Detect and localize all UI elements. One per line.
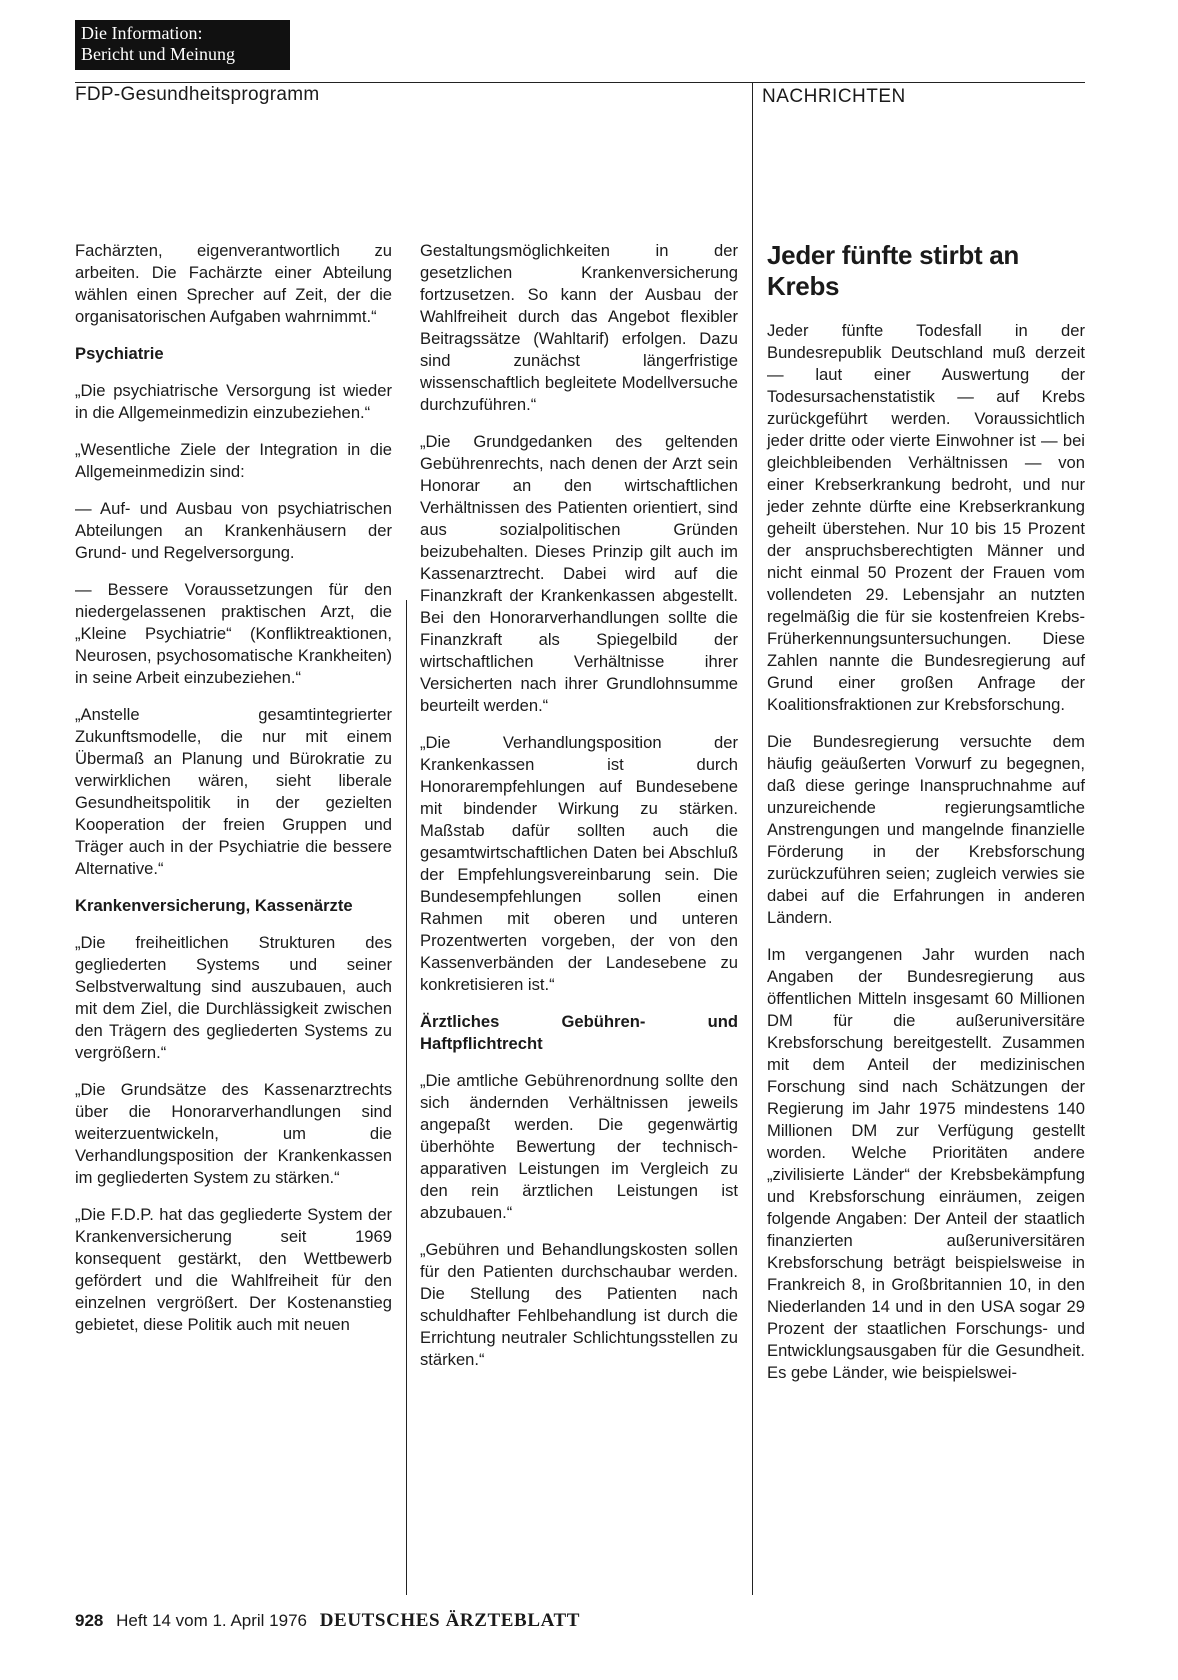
article-paragraph: „Die psychiatrische Versorgung ist wieder in die Allgemeinmedizin einzubeziehen.“ [75, 381, 392, 422]
article-paragraph: „Wesentliche Ziele der Integration in die Allgemeinmedizin sind: [75, 440, 392, 481]
news-headline: Jeder fünfte stirbt an Krebs [767, 240, 1019, 301]
news-paragraph: Im vergangenen Jahr wurden nach Angaben der Bundesregierung aus öffentlichen Mitteln insgesamt 60 Millionen DM für die außeruniversitäre Krebsforschung bereitgestellt. Zusammen mit dem Anteil der medizinischen Forschung sind nach Schätzungen der Regierung im Jahr 1975 mindestens 140 Millionen DM zur Verfügung gestellt worden. Welche Prioritäten andere „zivilisierte Länder“ der Krebsbekämpfung und Krebsforschung einräumen, zeigen folgende Angaben: Der Anteil der staatlich finanzierten außeruniversitären Krebsforschung beträgt beispielsweise in Frankreich 8, in Großbritannien 10, in den Niederlanden 14 und in den USA sogar 29 Prozent der staatlichen Forschungs- und Entwicklungsausgaben für die Gesundheit. Es gebe Länder, wie beispielswei- [767, 945, 1085, 1382]
article-paragraph: „Gebühren und Behandlungskosten sollen für den Patienten durchschaubar werden. Die Stellung des Patienten nach schuldhafter Fehlbehandlung ist durch die Errichtung neutraler Schlichtungsstellen zu stärken.“ [420, 1240, 738, 1369]
article-paragraph: Gestaltungsmöglichkeiten in der gesetzlichen Krankenversicherung fortzusetzen. So kann der Ausbau der Wahlfreiheit durch das Angebot flexibler Beitragssätze (Wahltarif) erfolgen. Dazu sind zunächst längerfristige wissenschaftlich begleitete Modellversuche durchzuführen.“ [420, 241, 738, 414]
badge-line-1: Die Information: [81, 23, 203, 43]
column-divider-1 [406, 600, 407, 1595]
article-paragraph: „Die Verhandlungsposition der Krankenkassen ist durch Honorarempfehlungen auf Bundesebene mit bindender Wirkung zu stärken. Maßstab dafür sollten auch die gesamtwirtschaftlichen Daten bei Abschluß der Empfehlungsvereinbarung sein. Die Bundesempfehlungen sollen einen Rahmen mit oberen und unteren Prozentwerten vorgeben, der von den Kassenverbänden der Landesebene zu konkretisieren ist.“ [420, 733, 738, 994]
section-badge [75, 20, 290, 70]
badge-line-2: Bericht und Meinung [81, 44, 235, 64]
header-rule [75, 82, 1085, 83]
news-paragraph: Die Bundesregierung versuchte dem häufig geäußerten Vorwurf zu begegnen, daß diese geringe Inanspruchnahme auf unzureichende regierungsamtliche Anstrengungen und mangelnde finanzielle Förderung in der Krebsforschung zurückzuführen seien; zugleich verwies sie dabei auf die Erfahrungen in anderen Ländern. [767, 732, 1085, 927]
page-footer [75, 1610, 580, 1632]
column-divider-2 [752, 82, 753, 1595]
article-column-1 [75, 240, 392, 1351]
article-paragraph: „Die F.D.P. hat das gegliederte System der Krankenversicherung seit 1969 konsequent gestärkt, den Wettbewerb gefördert und die Wahlfreiheit für den einzelnen vergrößert. Der Kostenanstieg gebietet, diese Politik auch mit neuen [75, 1205, 392, 1334]
article-column-2 [420, 240, 738, 1386]
article-paragraph: Fachärzten, eigenverantwortlich zu arbeiten. Die Fachärzte einer Abteilung wählen einen Sprecher auf Zeit, der die organisatorischen Aufgaben wahrnimmt.“ [75, 241, 392, 326]
article-paragraph: — Bessere Voraussetzungen für den niedergelassenen praktischen Arzt, die „Kleine Psychiatrie“ (Konfliktreaktionen, Neurosen, psychosomatische Krankheiten) in seine Arbeit einzubeziehen.“ [75, 580, 392, 687]
article-paragraph: „Anstelle gesamtintegrierter Zukunftsmodelle, die nur mit einem Übermaß an Planung und Bürokratie zu verwirklichen wären, sieht liberale Gesundheitspolitik in der gezielten Kooperation der freien Gruppen und Träger auch in der Psychiatrie die bessere Alternative.“ [75, 705, 392, 878]
article-paragraph: „Die freiheitlichen Strukturen des gegliederten Systems und seiner Selbstverwaltung sind auszubauen, auch mit dem Ziel, die Durchlässigkeit zwischen den Trägern des gegliederten Systems zu vergrößern.“ [75, 933, 392, 1062]
section-heading: Psychiatrie [75, 344, 164, 363]
masthead: DEUTSCHES ÄRZTEBLATT [319, 1610, 581, 1631]
section-label: NACHRICHTEN [762, 86, 906, 107]
section-heading: Ärztliches Gebühren- und Haftpflichtrecht [420, 1012, 738, 1053]
article-paragraph: „Die amtliche Gebührenordnung sollte den sich ändernden Verhältnissen jeweils angepaßt werden. Die gegenwärtig überhöhte Bewertung der technisch-apparativen Leistungen im Vergleich zu den rein ärztlichen Leistungen ist abzubauen.“ [420, 1071, 738, 1222]
page-number: 928 [75, 1611, 104, 1630]
issue-info: Heft 14 vom 1. April 1976 [116, 1611, 307, 1630]
article-paragraph: „Die Grundsätze des Kassenarztrechts über die Honorarverhandlungen sind weiterzuentwickeln, um die Verhandlungsposition der Krankenkassen im gegliederten System zu stärken.“ [75, 1080, 392, 1187]
article-paragraph: „Die Grundgedanken des geltenden Gebührenrechts, nach denen der Arzt sein Honorar an den wirtschaftlichen Verhältnissen des Patienten orientiert, sind aus sozialpolitischen Gründen beizubehalten. Dieses Prinzip gilt auch im Kassenarztrecht. Dabei wird auf die Finanzkraft der Krankenkassen abgestellt. Bei den Honorarverhandlungen sollte die Finanzkraft als Spiegelbild der wirtschaftlichen Verhältnisse ihrer Versicherten nach ihrer Grundlohnsumme beurteilt werden.“ [420, 432, 738, 715]
section-heading: Krankenversicherung, Kassenärzte [75, 896, 353, 915]
article-paragraph: — Auf- und Ausbau von psychiatrischen Abteilungen an Krankenhäusern der Grund- und Regelversorgung. [75, 499, 392, 562]
news-column [767, 240, 1085, 1399]
running-head: FDP-Gesundheitsprogramm [75, 84, 320, 105]
news-paragraph: Jeder fünfte Todesfall in der Bundesrepublik Deutschland muß derzeit — laut einer Auswertung der Todesursachenstatistik — auf Krebs zurückgeführt werden. Voraussichtlich jeder dritte oder vierte Einwohner ist — bei gleichbleibenden Verhältnissen — von einer Krebserkrankung bedroht, und nur jeder zehnte dürfte eine Krebserkrankung geheilt überstehen. Nur 10 bis 15 Prozent der anspruchsberechtigten Männer und nicht einmal 50 Prozent der Frauen vom vollendeten 29. Lebensjahr an nutzten regelmäßig die für sie kostenfreien Krebs-Früherkennungsuntersuchungen. Diese Zahlen nannte die Bundesregierung auf Grund einer großen Anfrage der Koalitionsfraktionen zur Krebsforschung. [767, 321, 1085, 714]
